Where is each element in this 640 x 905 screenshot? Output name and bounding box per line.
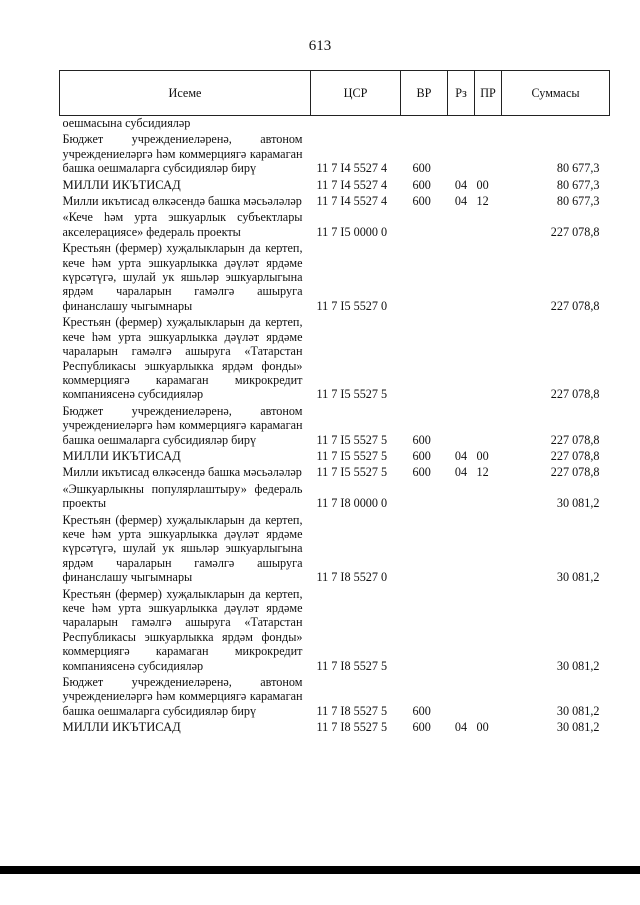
table-row [60,587,610,675]
cell-name: Крестьян (фермер) хуҗалыкларын да кертеп, кече һәм урта эшкуарлыкка дәүләт ярдәме күрсәтүгә, шулай ук яшьләр эшкуарлыгына ярдәм чараларын гамәлгә ашыруга финанслашу чыгымнары [62,512,303,585]
table-body [60,116,610,737]
cell-name: Бюджет учреждениеләренә, автоном учреждениеләргә һәм коммерциягә карамаган башка оешмаларга субсидияләр бирү [62,675,303,718]
cell-rz [448,241,475,315]
cell-pr: 00 [476,177,489,192]
cell-vr: 600 [412,465,431,480]
cell-sum: 30 081,2 [556,496,600,511]
table-row [60,194,610,210]
cell-vr: 600 [412,448,431,463]
header-row [60,71,610,116]
table-row [60,675,610,720]
cell-pr: 12 [476,194,489,209]
cell-name: оешмасына субсидияләр [62,116,191,130]
cell-vr: 600 [412,194,431,209]
cell-pr [475,482,502,513]
table-row [60,404,610,449]
cell-vr [401,482,448,513]
cell-pr: 00 [476,448,489,463]
cell-vr [401,315,448,403]
cell-csr: 11 7 I4 5527 4 [316,161,388,176]
cell-rz [448,513,475,587]
cell-sum: 227 078,8 [550,224,600,239]
cell-csr [311,116,401,133]
page-number: 613 [308,38,332,54]
cell-sum: 80 677,3 [556,194,600,209]
table-row [60,132,610,177]
header-pr: ПР [475,71,502,116]
cell-rz [448,482,475,513]
cell-rz [448,132,475,177]
cell-sum: 30 081,2 [556,658,600,673]
cell-csr: 11 7 I8 5527 5 [316,720,388,735]
cell-name: Крестьян (фермер) хуҗалыкларын да кертеп, кече һәм урта эшкуарлыкка дәүләт ярдәме чараларын гамәлгә ашыруга «Татарстан Республикасы эшкуарлыкка ярдәм фонды» коммерциягә карамаган микрокредит компаниясенә субсидияләр [62,315,303,402]
cell-vr: 600 [412,161,431,176]
cell-rz: 04 [454,177,468,192]
cell-sum: 80 677,3 [556,177,600,192]
cell-name: Милли икътисад өлкәсендә башка мәсьәләләр [62,194,302,209]
cell-name: МИЛЛИ ИКЪТИСАД [62,448,181,463]
cell-csr: 11 7 I8 5527 5 [316,658,388,673]
cell-pr [475,513,502,587]
cell-pr [475,132,502,177]
cell-vr [401,210,448,241]
cell-csr: 11 7 I8 5527 0 [316,570,388,585]
cell-sum: 227 078,8 [550,432,600,447]
budget-table [59,70,610,737]
cell-pr: 00 [476,720,489,735]
budget-table-container [59,70,609,737]
cell-sum: 227 078,8 [550,298,600,313]
cell-csr: 11 7 I5 5527 5 [316,465,388,480]
cell-rz [448,116,475,133]
cell-csr: 11 7 I5 0000 0 [316,224,388,239]
scan-bottom-edge [0,866,640,874]
cell-sum: 80 677,3 [556,161,600,176]
cell-name: Крестьян (фермер) хуҗалыкларын да кертеп, кече һәм урта эшкуарлыкка дәүләт ярдәме күрсәтүгә, шулай ук яшьләр эшкуарлыгына ярдәм чараларын гамәлгә ашыруга финанслашу чыгымнары [62,241,303,313]
cell-pr [475,675,502,720]
header-csr: ЦСР [311,71,401,116]
cell-rz [448,315,475,403]
cell-name: Милли икътисад өлкәсендә башка мәсьәләләр [62,465,302,480]
cell-rz: 04 [454,194,468,209]
cell-name: «Кече һәм урта эшкуарлык субъектлары акселерациясе» федераль проекты [62,210,303,239]
cell-vr [401,513,448,587]
cell-rz [448,404,475,449]
cell-pr [475,116,502,133]
cell-csr: 11 7 I5 5527 0 [316,298,388,313]
table-row [60,116,610,133]
header-sum: Суммасы [502,71,610,116]
cell-name: Бюджет учреждениеләренә, автоном учреждениеләргә һәм коммерциягә карамаган башка оешмаларга субсидияләр бирү [62,403,303,447]
cell-csr: 11 7 I5 5527 5 [316,387,388,402]
cell-pr [475,404,502,449]
cell-name: Крестьян (фермер) хуҗалыкларын да кертеп, кече һәм урта эшкуарлыкка дәүләт ярдәме чараларын гамәлгә ашыруга «Татарстан Республикасы эшкуарлыкка ярдәм фонды» коммерциягә карамаган микрокредит компаниясенә субсидияләр [62,586,303,673]
cell-vr: 600 [412,177,431,192]
table-row [60,449,610,465]
cell-vr: 600 [412,432,431,447]
cell-sum: 30 081,2 [556,720,600,735]
cell-pr [475,241,502,315]
table-row [60,315,610,403]
cell-rz [448,587,475,675]
cell-name: МИЛЛИ ИКЪТИСАД [62,720,181,735]
cell-csr: 11 7 I5 5527 5 [316,432,388,447]
table-row [60,241,610,315]
table-row [60,465,610,481]
cell-sum [502,116,610,133]
header-rz: Рз [448,71,475,116]
cell-sum: 227 078,8 [550,448,600,463]
table-row [60,513,610,587]
cell-vr: 600 [412,703,431,718]
cell-sum: 30 081,2 [556,703,600,718]
cell-rz: 04 [454,448,468,463]
cell-vr [401,241,448,315]
cell-pr [475,587,502,675]
cell-pr [475,210,502,241]
cell-sum: 227 078,8 [550,465,600,480]
cell-sum: 30 081,2 [556,570,600,585]
cell-csr: 11 7 I5 5527 5 [316,448,388,463]
cell-sum: 227 078,8 [550,387,600,402]
cell-csr: 11 7 I4 5527 4 [316,177,388,192]
table-row [60,720,610,736]
cell-name: Бюджет учреждениеләренә, автоном учреждениеләргә һәм коммерциягә карамаган башка оешмаларга субсидияләр бирү [62,132,303,176]
table-row [60,482,610,513]
table-header [60,71,610,116]
cell-rz: 04 [454,465,468,480]
cell-rz [448,675,475,720]
cell-rz [448,210,475,241]
table-row [60,210,610,241]
cell-rz: 04 [454,720,468,735]
header-name: Исеме [60,71,311,116]
cell-csr: 11 7 I8 0000 0 [316,496,388,511]
cell-vr [401,116,448,133]
cell-csr: 11 7 I4 5527 4 [316,194,388,209]
cell-vr: 600 [412,720,431,735]
cell-vr [401,587,448,675]
table-row [60,178,610,194]
cell-pr: 12 [476,465,489,480]
header-vr: ВР [401,71,448,116]
cell-csr: 11 7 I8 5527 5 [316,703,388,718]
cell-pr [475,315,502,403]
cell-name: «Эшкуарлыкны популярлаштыру» федераль проекты [62,481,303,511]
cell-name: МИЛЛИ ИКЪТИСАД [62,177,181,192]
